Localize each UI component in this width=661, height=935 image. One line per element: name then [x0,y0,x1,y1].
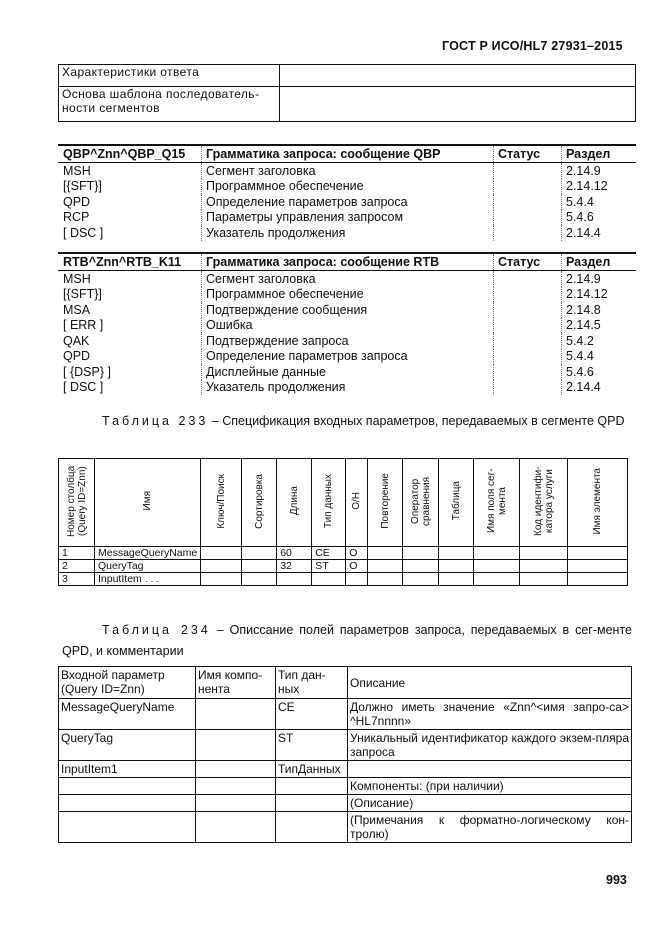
column-header: Описание [348,667,632,699]
caption-label: Таблица 234 [102,623,211,637]
grammar-title: Грамматика запроса: сообщение QBP [201,146,493,162]
grammar-row [58,380,636,396]
table-cell [201,573,242,586]
column-header-label: Длина [288,486,300,516]
table-cell: (Описание) [348,795,632,812]
segment-status [493,194,561,210]
table-row [59,730,632,761]
table-cell: CE [312,547,346,560]
column-header [346,459,368,547]
table-cell [312,573,346,586]
table-cell [439,560,474,573]
grammar-header-row [58,144,636,163]
segment-status [493,179,561,195]
table-cell [276,778,348,795]
table-cell [280,65,636,87]
grammar-row [58,163,636,179]
table-cell: QueryTag [59,730,196,761]
segment-description: Определение параметров запроса [201,349,493,365]
segment-status [493,163,561,179]
column-header-label: Повторение [379,473,391,529]
table-cell [201,560,242,573]
table-cell [368,547,403,560]
segment-status [493,287,561,303]
segment-description: Подтверждение сообщения [201,302,493,318]
table-233-caption [62,411,632,432]
qbp-grammar-table [58,144,636,241]
segment-description: Определение параметров запроса [201,194,493,210]
column-header-label: Таблица [450,481,462,521]
column-header-label: Имя поля сег-мента [485,468,508,534]
grammar-row [58,364,636,380]
table-cell: MessageQueryName [59,699,196,730]
grammar-row [58,225,636,241]
column-header [520,459,568,547]
table-row [59,812,632,843]
table-cell: Уникальный идентификатор каждого экзем-пляра запроса [348,730,632,761]
table-cell: ТипДанных [276,761,348,778]
segment-section: 5.4.6 [561,210,636,226]
document-header: ГОСТ Р ИСО/HL7 27931–2015 [442,39,623,53]
segment-description: Сегмент заголовка [201,271,493,287]
table-row [59,573,628,586]
table-cell [196,761,276,778]
table-row [59,560,628,573]
segment-status [493,364,561,380]
segment-code: MSH [63,163,91,178]
segment-section: 2.14.9 [561,163,636,179]
column-header: Тип дан-ных [276,667,348,699]
status-header: Статус [493,254,561,270]
column-header: Входной параметр (Query ID=Znn) [59,667,196,699]
table-cell [520,573,568,586]
table-cell: InputItem1 [59,761,196,778]
table-cell [439,573,474,586]
table-row [59,795,632,812]
table-cell [242,573,277,586]
table-cell: O [346,547,368,560]
column-header [201,459,242,547]
grammar-title: Грамматика запроса: сообщение RTB [201,254,493,270]
grammar-row [58,349,636,365]
section-header: Раздел [561,254,636,270]
segment-code: [{SFT}] [63,179,102,194]
table-row [59,699,632,730]
response-characteristics-table [58,64,636,122]
column-header [95,459,201,547]
table-cell [201,547,242,560]
table-cell: (Примечания к форматно-логическому кон-тролю) [348,812,632,843]
grammar-row [58,333,636,349]
grammar-message-name: QBP^Znn^QBP_Q15 [63,147,186,161]
segment-status [493,318,561,334]
column-header [59,459,95,547]
segment-description: Сегмент заголовка [201,163,493,179]
table-cell [368,560,403,573]
table-cell [276,795,348,812]
segment-code: QAK [63,333,90,348]
table-cell [474,547,520,560]
page-number: 993 [606,873,627,887]
table-cell: 60 [277,547,312,560]
segment-description: Указатель продолжения [201,225,493,241]
table-cell [439,547,474,560]
segment-status [493,271,561,287]
segment-code: [ {DSP} ] [63,364,111,379]
table-cell [196,795,276,812]
table-cell: 2 [59,560,95,573]
segment-code: MSH [63,271,91,286]
status-header: Статус [493,146,561,162]
segment-section: 5.4.6 [561,364,636,380]
segment-description: Программное обеспечение [201,287,493,303]
column-header [277,459,312,547]
segment-section: 2.14.9 [561,271,636,287]
caption-label: Таблица 233 [102,414,209,428]
table-cell: MessageQueryName [95,547,201,560]
segment-section: 2.14.12 [561,179,636,195]
segment-description: Программное обеспечение [201,179,493,195]
table-cell: QueryTag [95,560,201,573]
table-cell [520,560,568,573]
column-header [474,459,520,547]
section-header: Раздел [561,146,636,162]
segment-status [493,225,561,241]
segment-section: 2.14.8 [561,302,636,318]
table-cell: Должно иметь значение «Znn^<имя запро-са> ^HL7nnnn» [348,699,632,730]
segment-status [493,333,561,349]
table-cell: ST [312,560,346,573]
grammar-row [58,194,636,210]
grammar-row [58,179,636,195]
segment-section: 5.4.4 [561,349,636,365]
grammar-row [58,318,636,334]
table-cell: 1 [59,547,95,560]
column-header-label: Номер столбца (Query ID=Znn) [65,465,88,537]
column-header-label: Ключ/Поиск [215,473,227,529]
table-cell [196,812,276,843]
table-cell [242,560,277,573]
table-row [59,778,632,795]
table-cell [196,699,276,730]
segment-status [493,380,561,396]
table-row [59,547,628,560]
column-header-label: Тип данных [323,473,335,529]
table-cell [196,730,276,761]
table-cell: CE [276,699,348,730]
column-header [242,459,277,547]
segment-description: Ошибка [201,318,493,334]
column-header-label: Имя [142,491,154,511]
grammar-header-row [58,252,636,271]
table-cell [59,778,196,795]
table-cell: Компоненты: (при наличии) [348,778,632,795]
column-header-label: О/Н [351,492,363,510]
table-cell: 32 [277,560,312,573]
table-cell [568,573,628,586]
table-cell: InputItem . . . [95,573,201,586]
table-cell [403,560,439,573]
table-cell [276,812,348,843]
column-header [439,459,474,547]
segment-description: Параметры управления запросом [201,210,493,226]
column-header: Имя компо-нента [196,667,276,699]
table-cell [348,761,632,778]
table-cell [277,573,312,586]
grammar-row [58,302,636,318]
table-cell: 3 [59,573,95,586]
table-234-caption [62,620,632,662]
segment-status [493,349,561,365]
column-header-label: Код идентифи-катора услуги [532,466,555,536]
table-cell [568,547,628,560]
table-cell: Основа шаблона последователь-ности сегментов [59,87,280,122]
column-header [312,459,346,547]
grammar-row [58,271,636,287]
grammar-row [58,287,636,303]
table-cell [242,547,277,560]
table-cell: O [346,560,368,573]
segment-code: [ ERR ] [63,318,104,333]
segment-code: QPD [63,194,91,209]
table-cell [280,87,636,122]
column-header [403,459,439,547]
segment-code: RCP [63,210,90,225]
segment-section: 2.14.12 [561,287,636,303]
segment-code: [ DSC ] [63,225,104,240]
table-cell [403,573,439,586]
segment-section: 2.14.5 [561,318,636,334]
table-cell [474,560,520,573]
table-cell [346,573,368,586]
grammar-row [58,210,636,226]
table-cell: ST [276,730,348,761]
segment-section: 2.14.4 [561,225,636,241]
table-cell [368,573,403,586]
grammar-message-name: RTB^Znn^RTB_K11 [63,255,182,269]
segment-code: [ DSC ] [63,380,104,395]
column-header-label: Сортировка [253,473,265,529]
segment-status [493,210,561,226]
table-cell [59,812,196,843]
table-row [59,761,632,778]
table-cell [474,573,520,586]
table-cell [196,778,276,795]
caption-text: – Опиcсание полей параметров запроса, передаваемых в сег-менте QPD, и комментарии [62,623,632,658]
table-233 [58,458,628,586]
table-cell [59,795,196,812]
segment-code: MSA [63,302,91,317]
segment-section: 5.4.4 [561,194,636,210]
table-cell [568,560,628,573]
column-header [568,459,628,547]
table-234 [58,666,632,843]
table-cell [520,547,568,560]
table-cell [403,547,439,560]
segment-code: QPD [63,349,91,364]
segment-section: 2.14.4 [561,380,636,396]
column-header-label: Оператор сравнения [409,476,432,526]
column-header-label: Имя элемента [592,467,604,535]
segment-code: [{SFT}] [63,287,102,302]
rtb-grammar-table [58,252,636,395]
segment-description: Дисплейные данные [201,364,493,380]
segment-description: Подтверждение запроса [201,333,493,349]
caption-text: – Спецификация входных параметров, передаваемых в сегменте QPD [208,414,625,428]
segment-description: Указатель продолжения [201,380,493,396]
column-header [368,459,403,547]
table-cell: Характеристики ответа [59,65,280,87]
segment-status [493,302,561,318]
segment-section: 5.4.2 [561,333,636,349]
